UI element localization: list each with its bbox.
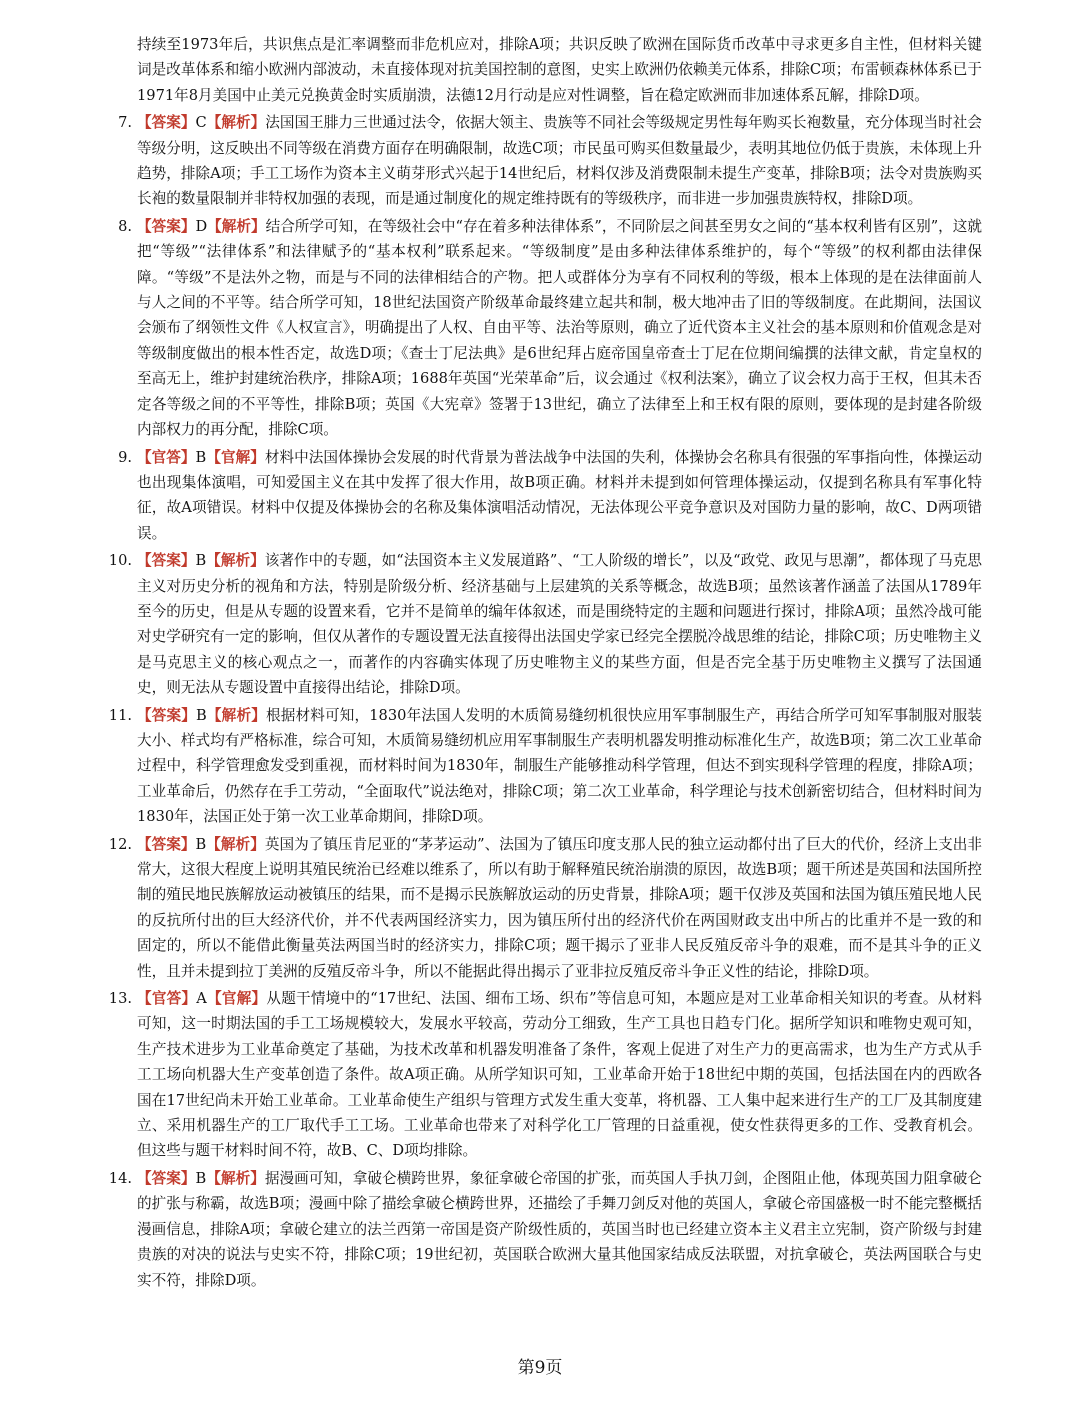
question-item-8 [82,214,982,443]
analysis-text: 结合所学可知，在等级社会中“存在着多种法律体系”，不同阶层之间甚至男女之间的“基本权利皆有区别”，这就把“等级”“法律体系”和法律赋予的“基本权利”联系起来。“等级制度”是由多种法律体系维护的，每个“等级”的权利都由法律保障。“等级”不是法外之物，而是与不同的法律相结合的产物。把人或群体分为享有不同权利的等级，根本上体现的是在法律面前人与人之间的不平等。结合所学可知，18世纪法国资产阶级革命最终建立起共和制，极大地冲击了旧的等级制度。在此期间，法国议会颁布了纲领性文件《人权宣言》，明确提出了人权、自由平等、法治等原则，确立了近代资本主义社会的基本原则和价值观念是对等级制度做出的根本性否定，故选D项；《查士丁尼法典》是6世纪拜占庭帝国皇帝查士丁尼在位期间编撰的法律文献，肯定皇权的至高无上，维护封建统治秩序，排除A项；1688年英国“光荣革命”后，议会通过《权利法案》，确立了议会权力高于王权，但其未否定各等级之间的不平等性，排除B项；英国《大宪章》签署于13世纪，确立了法律至上和王权有限的原则，要体现的是封建各阶级内部权力的再分配，排除C项。 [137,217,982,439]
question-number: 7. [118,114,132,132]
answer-tag: 【官答】 [137,448,196,466]
analysis-text: 从题干情境中的“17世纪、法国、细布工场、织布”等信息可知，本题应是对工业革命相关知识的考查。从材料可知，这一时期法国的手工工场规模较大，发展水平较高，劳动分工细致，生产工具也日趋专门化。据所学知识和唯物史观可知，生产技术进步为工业革命奠定了基础，为技术改革和机器发明准备了条件，客观上促进了对生产力的更高需求，也为生产方式从手工工场向机器大生产变革创造了条件。故A项正确。从所学知识可知，工业革命开始于18世纪中期的英国，包括法国在内的西欧各国在17世纪尚未开始工业革命。工业革命使生产组织与管理方式发生重大变革，将机器、工人集中起来进行生产的工厂及其制度建立、采用机器生产的工厂取代手工工场。工业革命也带来了对科学化工厂管理的日益重视，使女性获得更多的工作、受教育机会。但这些与题干材料时间不符，故B、C、D项均排除。 [137,990,982,1160]
analysis-text: 英国为了镇压肯尼亚的“茅茅运动”、法国为了镇压印度支那人民的独立运动都付出了巨大的代价，经济上支出非常大，这很大程度上说明其殖民统治已经难以维系了，所以有助于解释殖民统治崩溃的原因，故选B项；题干所述是英国和法国所控制的殖民地民族解放运动被镇压的结果，而不是揭示民族解放运动的历史背景，排除A项；题干仅涉及英国和法国为镇压殖民地人民的反抗所付出的巨大经济代价，并不代表两国经济实力，因为镇压所付出的经济代价在两国财政支出中所占的比重并不是一致的和固定的，所以不能借此衡量英法两国当时的经济实力，排除C项；题干揭示了亚非人民反殖反帝斗争的艰难，而不是其斗争的正义性，且并未提到拉丁美洲的反殖反帝斗争，所以不能据此得出揭示了亚非拉反殖反帝斗争正义性的结论，排除D项。 [137,835,982,980]
question-number: 9. [118,448,132,466]
question-item-7 [82,110,982,212]
answer-letter: A [196,990,207,1008]
answer-letter: B [195,835,207,853]
page-number: 第9页 [517,1358,563,1378]
analysis-tag: 【解析】 [206,114,266,132]
answer-tag: 【答案】 [137,552,196,570]
question-item-13 [82,986,982,1164]
analysis-text: 根据材料可知，1830年法国人发明的木质简易缝纫机很快应用军事制服生产，再结合所学可知军事制服对服装大小、样式均有严格标准，综合可知，木质简易缝纫机应用军事制服生产表明机器发明推动标准化生产，故选B项；第二次工业革命过程中，科学管理愈发受到重视，而材料时间为1830年，制服生产能够推动科学管理，但达不到实现科学管理的程度，排除A项；工业革命后，仍然存在手工劳动，“全面取代”说法绝对，排除C项；第二次工业革命，科学理论与技术创新密切结合，但材料时间为1830年，法国正处于第一次工业革命期间，排除D项。 [137,706,982,826]
continuation-paragraph: 持续至1973年后，共识焦点是汇率调整而非危机应对，排除A项；共识反映了欧洲在国际货币改革中寻求更多自主性，但材料关键词是改革体系和缩小欧洲内部波动，未直接体现对抗美国控制的意图，史实上欧洲仍依赖美元体系，排除C项；布雷顿森林体系已于1971年8月美国中止美元兑换黄金时实质崩溃，法德12月行动是应对性调整，旨在稳定欧洲而非加速体系瓦解，排除D项。 [137,36,982,104]
analysis-tag: 【解析】 [206,835,265,853]
question-number: 11. [108,706,132,724]
answer-tag: 【官答】 [137,990,197,1008]
answer-letter: B [195,448,207,466]
answer-letter: C [195,114,207,132]
analysis-tag: 【官解】 [206,448,265,466]
question-number: 10. [108,552,132,570]
question-item-14 [82,1166,982,1293]
answer-letter: B [196,706,207,724]
question-number: 8. [118,217,132,235]
analysis-tag: 【解析】 [206,552,265,570]
question-item-11 [82,703,982,830]
answer-letter: D [195,217,208,235]
answer-letter: B [195,1169,207,1187]
answer-analysis-content [82,32,982,1293]
question-item-12 [82,832,982,984]
analysis-text: 据漫画可知，拿破仑横跨世界，象征拿破仑帝国的扩张，而英国人手执刀剑，企图阻止他，体现英国力阻拿破仑的扩张与称霸，故选B项；漫画中除了描绘拿破仑横跨世界，还描绘了手舞刀剑反对他的英国人，拿破仑帝国盛极一时不能完整概括漫画信息，排除A项；拿破仑建立的法兰西第一帝国是资产阶级性质的，英国当时也已经建立资本主义君主立宪制，资产阶级与封建贵族的对决的说法与史实不符，排除C项；19世纪初，英国联合欧洲大量其他国家结成反法联盟，对抗拿破仑，英法两国联合与史实不符，排除D项。 [137,1169,982,1289]
analysis-tag: 【解析】 [206,1169,265,1187]
analysis-tag: 【解析】 [207,217,266,235]
analysis-text: 材料中法国体操协会发展的时代背景为普法战争中法国的失利，体操协会名称具有很强的军事指向性，体操运动也出现集体演唱，可知爱国主义在其中发挥了很大作用，故B项正确。材料并未提到如何管理体操运动，仅提到名称具有军事化特征，故A项错误。材料中仅提及体操协会的名称及集体演唱活动情况，无法体现公平竞争意识及对国防力量的影响，故C、D两项错误。 [137,448,982,542]
analysis-tag: 【解析】 [206,706,266,724]
answer-tag: 【答案】 [137,217,196,235]
answer-letter: B [195,552,207,570]
analysis-text: 该著作中的专题，如“法国资本主义发展道路”、“工人阶级的增长”，以及“政党、政见与思潮”，都体现了马克思主义对历史分析的视角和方法，特别是阶级分析、经济基础与上层建筑的关系等概念，故选B项；虽然该著作涵盖了法国从1789年至今的历史，但是从专题的设置来看，它并不是简单的编年体叙述，而是围绕特定的主题和问题进行探讨，排除A项；虽然冷战可能对史学研究有一定的影响，但仅从著作的专题设置无法直接得出法国史学家已经完全摆脱冷战思维的结论，排除C项；历史唯物主义是马克思主义的核心观点之一，而著作的内容确实体现了历史唯物主义的某些方面，但是否完全基于历史唯物主义撰写了法国通史，则无法从专题设置中直接得出结论，排除D项。 [137,552,982,697]
question-item-9 [82,445,982,547]
question-number: 12. [108,835,132,853]
answer-tag: 【答案】 [137,1169,196,1187]
question-item-10 [82,548,982,700]
analysis-text: 法国国王腓力三世通过法令，依据大领主、贵族等不同社会等级规定男性每年购买长袍数量，充分体现当时社会等级分明，这反映出不同等级在消费方面存在明确限制，故选C项；市民虽可购买但数量最少，表明其地位仍低于贵族，未体现上升趋势，排除A项；手工工场作为资本主义萌芽形式兴起于14世纪后，材料仅涉及消费限制未提生产变革，排除B项；法令对贵族购买长袍的数量限制并非特权加强的表现，而是通过制度化的规定维持既有的等级秩序，而非进一步加强贵族特权，排除D项。 [137,114,982,208]
analysis-tag: 【官解】 [206,990,267,1008]
question-number: 13. [108,990,132,1008]
answer-tag: 【答案】 [137,114,196,132]
answer-tag: 【答案】 [137,706,197,724]
question-number: 14. [108,1169,132,1187]
answer-tag: 【答案】 [137,835,196,853]
